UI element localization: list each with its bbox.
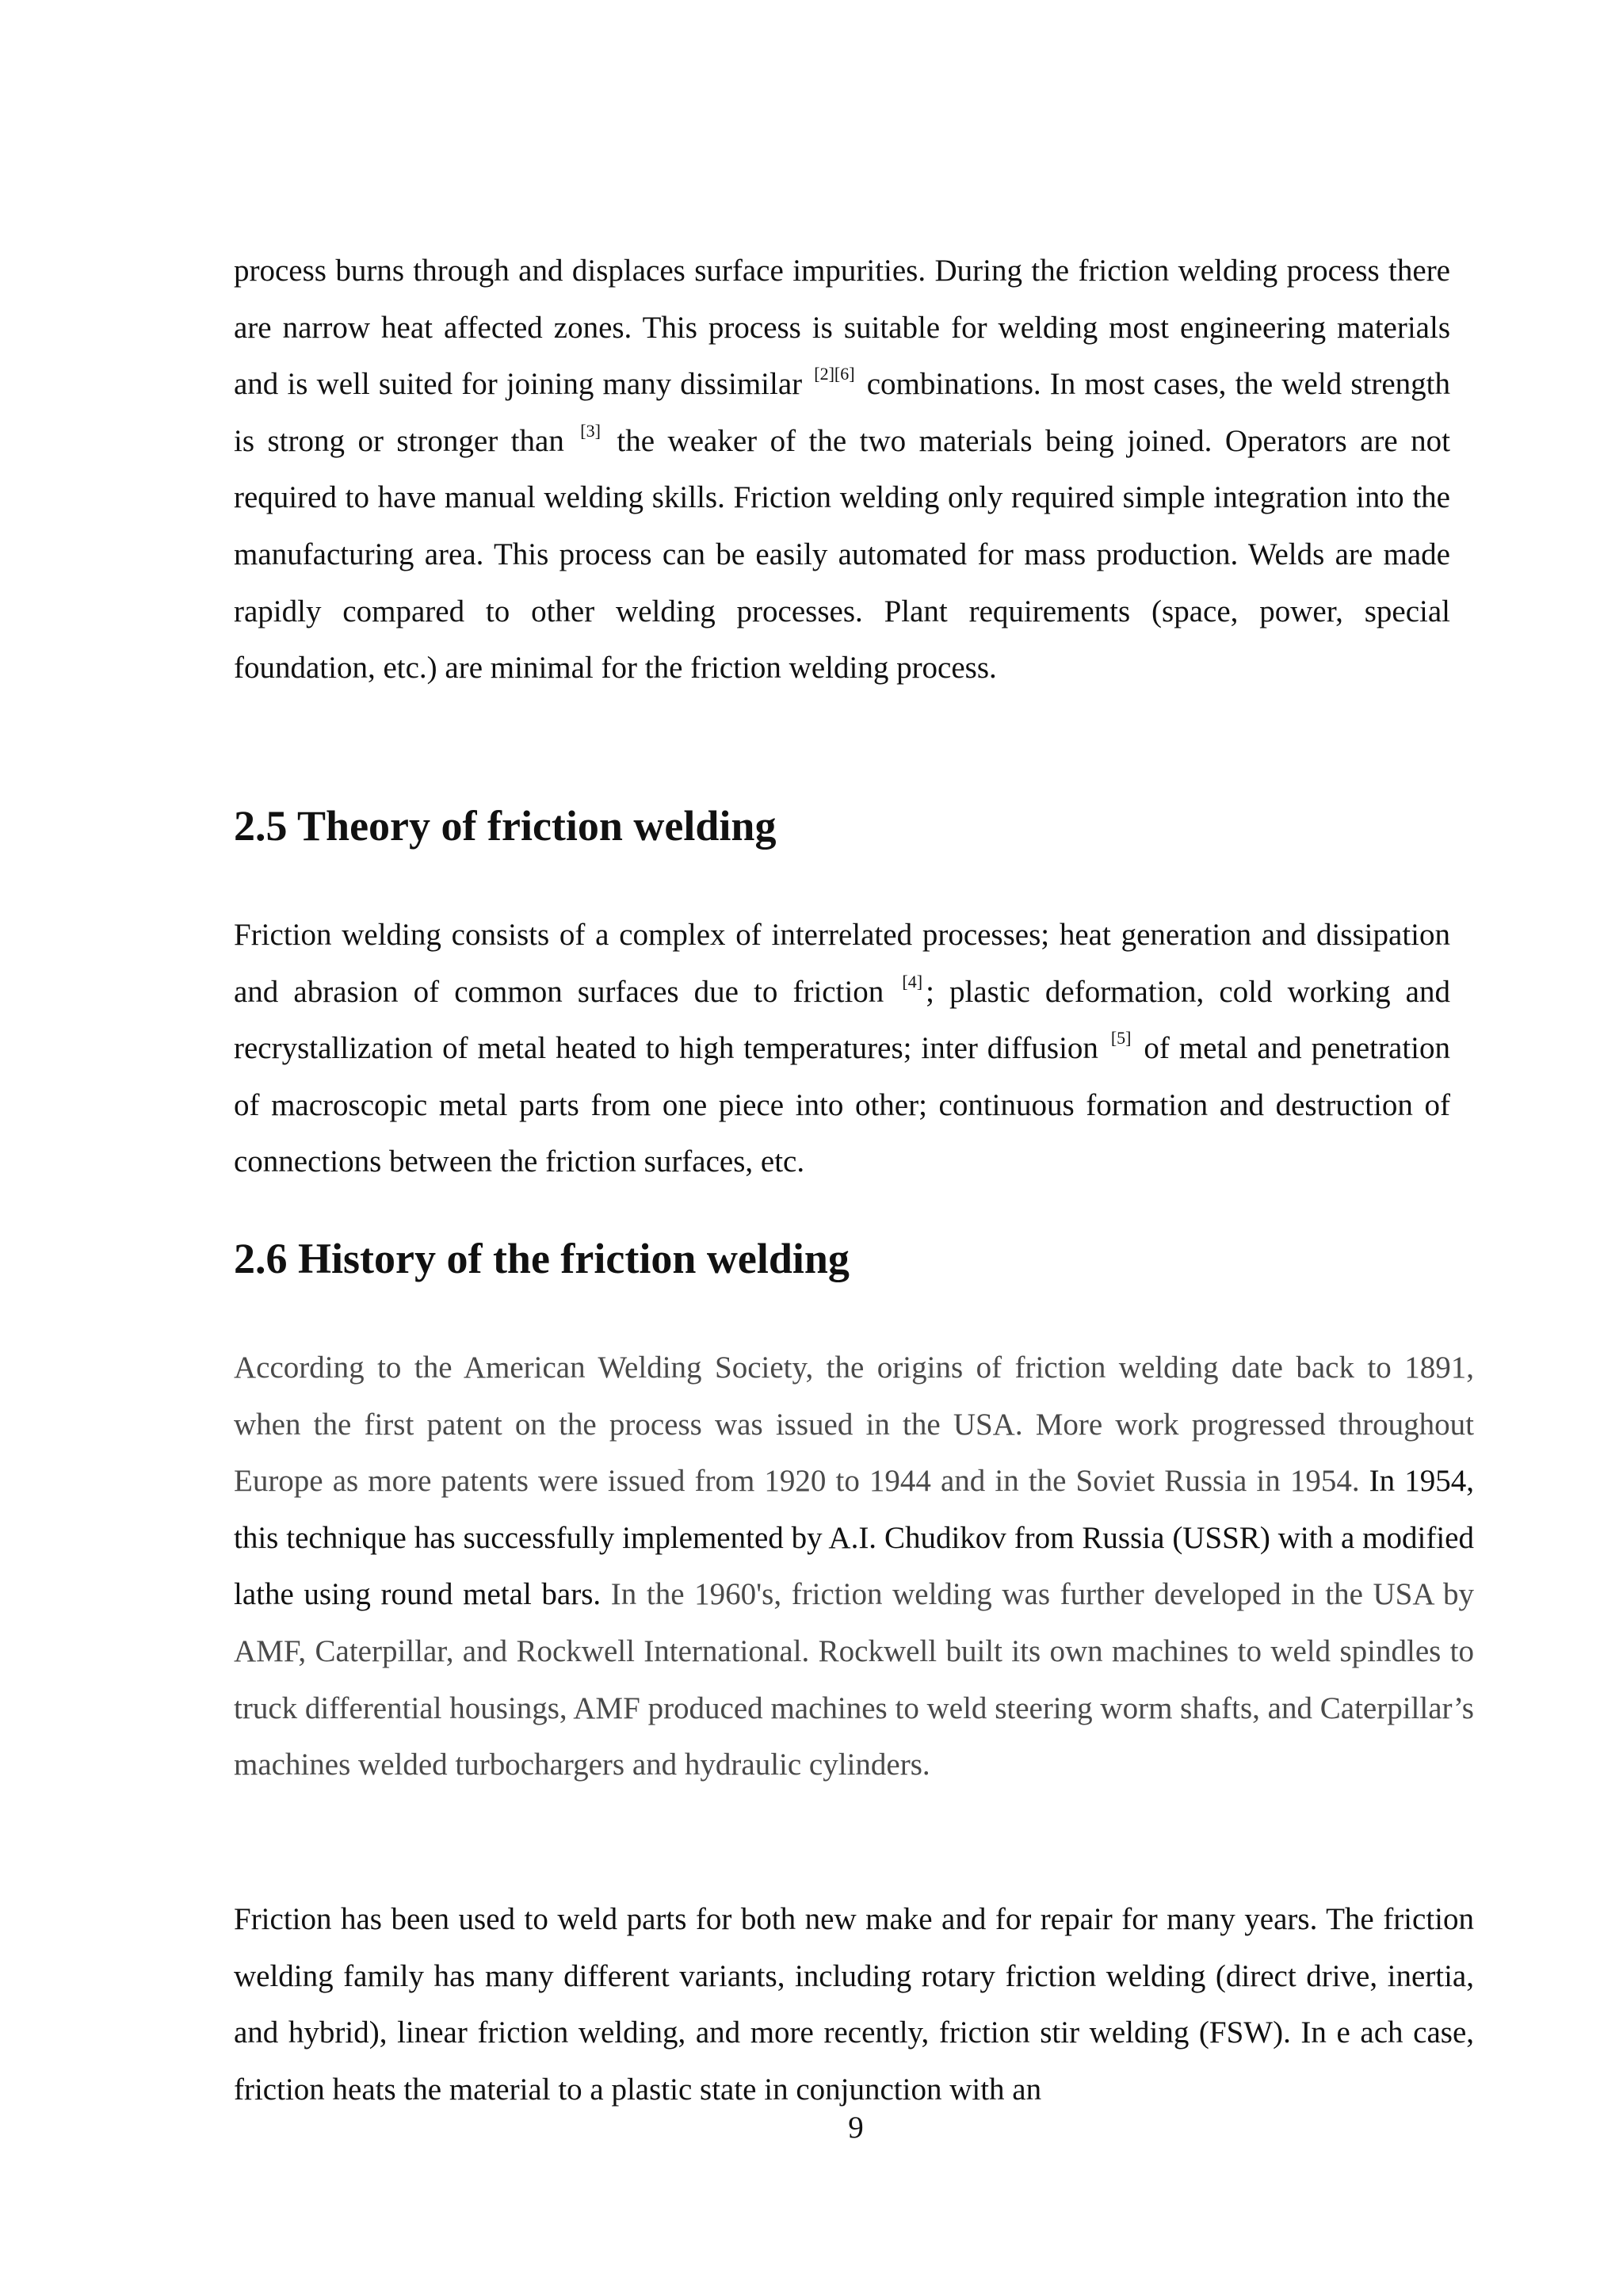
paragraph-text: Friction welding consists of a complex of interrelated processes; heat generation and dissipation and abrasion of common surfaces due to friction: [234, 918, 1450, 1009]
citation: [3]: [580, 420, 601, 441]
paragraph-text: process burns through and displaces surface impurities. During the friction welding process there are narrow heat affected zones. This process is suitable for welding most engineering materials and is well suited for joining many dissimilar: [234, 254, 1450, 402]
citation: [2][6]: [814, 364, 855, 384]
paragraph-history: [234, 1339, 1474, 1794]
paragraph-text-emphasis: In 1954, this technique has successfully implemented by A.I. Chudikov from Russia (USSR) with a modified lathe using round metal bars.: [234, 1464, 1474, 1612]
paragraph-benefits: [234, 243, 1450, 697]
paragraph-text: combinations. In most cases, the weld strength is strong or stronger than: [234, 367, 1450, 458]
paragraph-text: Friction has been used to weld parts for both new make and for repair for many years. The friction welding family has many different variants, including rotary friction welding (direct drive, inertia, and hybrid), linear friction welding, and more recently, friction stir welding (FSW). In e ach case, friction heats the material to a plastic state in conjunction with an: [234, 1902, 1474, 2107]
citation: [5]: [1110, 1028, 1132, 1049]
paragraph-text: According to the American Welding Society, the origins of friction welding date back to 1891, when the first patent on the process was issued in the USA. More work progressed throughout Europe as more patents were issued from 1920 to 1944 and in the Soviet Russia in 1954.: [234, 1350, 1474, 1499]
paragraph-theory: [234, 907, 1450, 1190]
section-heading-2-5: 2.5 Theory of friction welding: [234, 802, 777, 850]
paragraph-text: the weaker of the two materials being joined. Operators are not required to have manual welding skills. Friction welding only required simple integration into the manufacturing area. This process can be easily automated for mass production. Welds are made rapidly compared to other welding processes. Plant requirements (space, power, special foundation, etc.) are minimal for the friction welding process.: [234, 423, 1450, 686]
section-heading-2-6: 2.6 History of the friction welding: [234, 1235, 850, 1282]
paragraph-text: of metal and penetration of macroscopic metal parts from one piece into other; continuous formation and destruction of connections between the friction surfaces, etc.: [234, 1031, 1450, 1179]
paragraph-text: ; plastic deformation, cold working and recrystallization of metal heated to high temperatures; inter diffusion: [234, 974, 1450, 1066]
paragraph-variants: [234, 1891, 1474, 2118]
page-number: 9: [848, 2111, 864, 2145]
paragraph-text: In the 1960's, friction welding was further developed in the USA by AMF, Caterpillar, and Rockwell International. Rockwell built its own machines to weld spindles to truck differential housings, AMF produced machines to weld steering worm shafts, and Caterpillar’s machines welded turbochargers and hydraulic cylinders.: [234, 1577, 1474, 1782]
citation: [4]: [902, 971, 923, 991]
